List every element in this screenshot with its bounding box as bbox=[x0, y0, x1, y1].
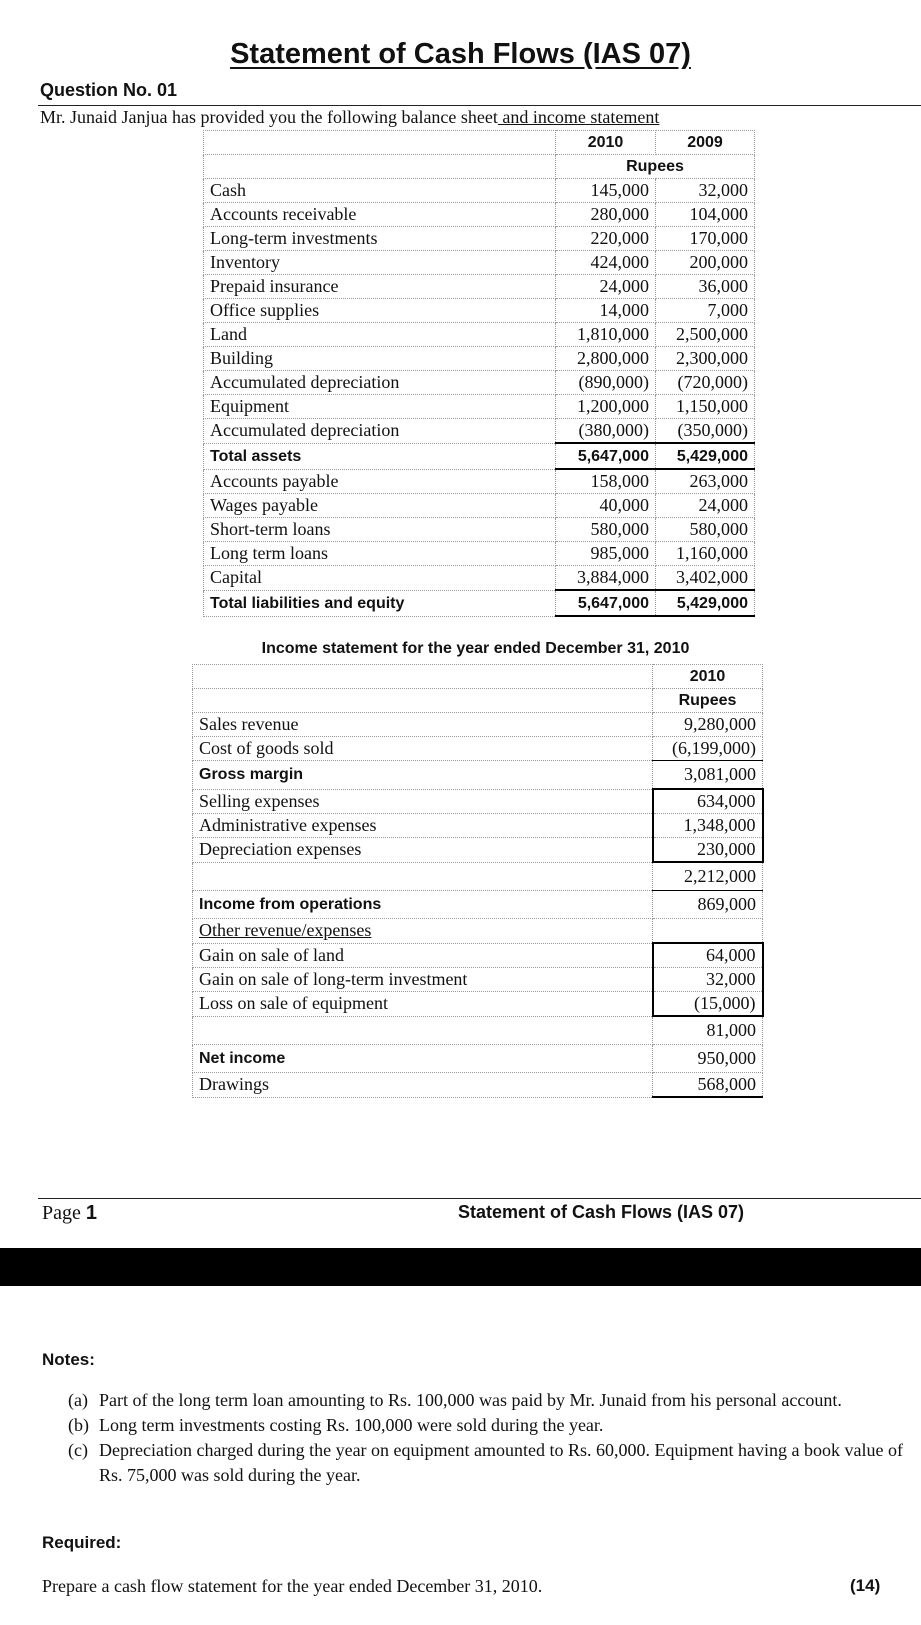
row-label: Gross margin bbox=[193, 761, 653, 790]
row-value: 64,000 bbox=[653, 943, 763, 968]
table-row bbox=[204, 419, 755, 444]
value-2010: 280,000 bbox=[556, 203, 656, 227]
value-2009: 24,000 bbox=[656, 494, 755, 518]
note-text: Depreciation charged during the year on equipment amounted to Rs. 60,000. Equipment having a book value of Rs. 75,000 was sold during the year. bbox=[99, 1440, 903, 1485]
page-break-bar bbox=[0, 1248, 921, 1286]
table-row bbox=[193, 1016, 763, 1045]
row-label: Short-term loans bbox=[204, 518, 556, 542]
table-row bbox=[204, 371, 755, 395]
question-number: Question No. 01 bbox=[40, 80, 178, 100]
value-2009: 170,000 bbox=[656, 227, 755, 251]
table-row bbox=[193, 761, 763, 790]
value-2009: 32,000 bbox=[656, 179, 755, 203]
row-label: Drawings bbox=[193, 1073, 653, 1098]
table-row bbox=[204, 275, 755, 299]
table-row bbox=[204, 227, 755, 251]
table-row bbox=[204, 566, 755, 591]
table-row bbox=[204, 469, 755, 494]
row-label: Gain on sale of long-term investment bbox=[193, 968, 653, 992]
value-2009: 580,000 bbox=[656, 518, 755, 542]
row-label: Depreciation expenses bbox=[193, 838, 653, 863]
table-row bbox=[204, 590, 755, 616]
notes-list bbox=[68, 1388, 908, 1488]
row-value: 950,000 bbox=[653, 1045, 763, 1073]
row-label: Gain on sale of land bbox=[193, 943, 653, 968]
row-label: Office supplies bbox=[204, 299, 556, 323]
intro-text-part1: Mr. Junaid Janjua has provided you the following balance sheet bbox=[40, 107, 498, 127]
page-number: 1 bbox=[85, 1202, 98, 1224]
note-text: Part of the long term loan amounting to Rs. 100,000 was paid by Mr. Junaid from his personal account. bbox=[99, 1390, 842, 1410]
unit-label: Rupees bbox=[653, 689, 763, 713]
value-2009: 3,402,000 bbox=[656, 566, 755, 591]
value-2009: 104,000 bbox=[656, 203, 755, 227]
row-value: 2,212,000 bbox=[653, 862, 763, 891]
table-row bbox=[204, 395, 755, 419]
row-label: Wages payable bbox=[204, 494, 556, 518]
row-value: 634,000 bbox=[653, 789, 763, 814]
row-value bbox=[653, 919, 763, 944]
income-statement-table bbox=[192, 664, 764, 1098]
value-2009: 7,000 bbox=[656, 299, 755, 323]
year-header: 2010 bbox=[653, 665, 763, 689]
row-label: Cash bbox=[204, 179, 556, 203]
table-row bbox=[193, 1073, 763, 1098]
income-statement-title: Income statement for the year ended December 31, 2010 bbox=[261, 640, 690, 657]
row-label: Administrative expenses bbox=[193, 814, 653, 838]
table-row bbox=[193, 943, 763, 968]
table-row bbox=[204, 347, 755, 371]
note-marker: (a) bbox=[68, 1390, 88, 1410]
row-label: Accounts payable bbox=[204, 469, 556, 494]
table-row bbox=[193, 789, 763, 814]
table-row bbox=[204, 179, 755, 203]
intro-text-part2: and income statement bbox=[497, 107, 660, 127]
blank-cell bbox=[204, 131, 556, 155]
table-row bbox=[204, 299, 755, 323]
value-2010: 158,000 bbox=[556, 469, 656, 494]
row-value: (15,000) bbox=[653, 992, 763, 1017]
value-2010: 985,000 bbox=[556, 542, 656, 566]
table-row bbox=[193, 968, 763, 992]
value-2009: 2,300,000 bbox=[656, 347, 755, 371]
balance-sheet-table bbox=[203, 130, 755, 617]
value-2009: (350,000) bbox=[656, 419, 755, 444]
table-row bbox=[204, 323, 755, 347]
row-value: 32,000 bbox=[653, 968, 763, 992]
note-text: Long term investments costing Rs. 100,000 were sold during the year. bbox=[99, 1415, 604, 1435]
value-2010: (380,000) bbox=[556, 419, 656, 444]
value-2009: 200,000 bbox=[656, 251, 755, 275]
value-2010: 14,000 bbox=[556, 299, 656, 323]
value-2010: 580,000 bbox=[556, 518, 656, 542]
row-value: (6,199,000) bbox=[653, 737, 763, 761]
table-row bbox=[204, 443, 755, 469]
col-2010-header: 2010 bbox=[556, 131, 656, 155]
value-2010: 40,000 bbox=[556, 494, 656, 518]
value-2010: 1,200,000 bbox=[556, 395, 656, 419]
row-label: Long term loans bbox=[204, 542, 556, 566]
value-2010: 220,000 bbox=[556, 227, 656, 251]
row-label: Other revenue/expenses bbox=[193, 919, 653, 944]
value-2010: 3,884,000 bbox=[556, 566, 656, 591]
value-2010: 5,647,000 bbox=[556, 590, 656, 616]
value-2009: 36,000 bbox=[656, 275, 755, 299]
required-heading: Required: bbox=[42, 1533, 122, 1552]
balance-sheet-header-row bbox=[204, 131, 755, 155]
value-2009: 1,160,000 bbox=[656, 542, 755, 566]
note-marker: (b) bbox=[68, 1415, 89, 1435]
page-label bbox=[42, 1202, 97, 1225]
value-2009: 5,429,000 bbox=[656, 590, 755, 616]
table-row bbox=[193, 737, 763, 761]
value-2009: 2,500,000 bbox=[656, 323, 755, 347]
value-2010: (890,000) bbox=[556, 371, 656, 395]
row-label: Accounts receivable bbox=[204, 203, 556, 227]
table-row bbox=[193, 814, 763, 838]
row-label bbox=[193, 1016, 653, 1045]
row-value: 3,081,000 bbox=[653, 761, 763, 790]
col-2009-header: 2009 bbox=[656, 131, 755, 155]
blank-cell bbox=[204, 155, 556, 179]
row-value: 9,280,000 bbox=[653, 713, 763, 737]
blank-cell bbox=[193, 665, 653, 689]
page-word: Page bbox=[42, 1202, 86, 1224]
row-label: Building bbox=[204, 347, 556, 371]
table-row bbox=[193, 1045, 763, 1073]
value-2009: 1,150,000 bbox=[656, 395, 755, 419]
table-row bbox=[193, 713, 763, 737]
divider bbox=[38, 105, 921, 106]
row-label: Sales revenue bbox=[193, 713, 653, 737]
value-2010: 24,000 bbox=[556, 275, 656, 299]
row-label: Equipment bbox=[204, 395, 556, 419]
row-value: 869,000 bbox=[653, 891, 763, 919]
row-label: Income from operations bbox=[193, 891, 653, 919]
value-2010: 1,810,000 bbox=[556, 323, 656, 347]
row-label: Prepaid insurance bbox=[204, 275, 556, 299]
table-row bbox=[193, 862, 763, 891]
balance-sheet-unit-row bbox=[204, 155, 755, 179]
note-item bbox=[68, 1413, 908, 1438]
value-2009: 5,429,000 bbox=[656, 443, 755, 469]
table-row bbox=[193, 919, 763, 944]
notes-heading: Notes: bbox=[42, 1350, 95, 1369]
value-2010: 2,800,000 bbox=[556, 347, 656, 371]
table-row bbox=[193, 992, 763, 1017]
row-label: Accumulated depreciation bbox=[204, 419, 556, 444]
value-2009: (720,000) bbox=[656, 371, 755, 395]
row-label bbox=[193, 862, 653, 891]
blank-cell bbox=[193, 689, 653, 713]
row-label: Total liabilities and equity bbox=[204, 590, 556, 616]
row-label: Selling expenses bbox=[193, 789, 653, 814]
row-label: Capital bbox=[204, 566, 556, 591]
note-item bbox=[68, 1388, 908, 1413]
marks-label: (14) bbox=[850, 1576, 881, 1595]
unit-label: Rupees bbox=[556, 155, 755, 179]
row-value: 568,000 bbox=[653, 1073, 763, 1098]
row-label: Inventory bbox=[204, 251, 556, 275]
table-row bbox=[204, 251, 755, 275]
value-2010: 145,000 bbox=[556, 179, 656, 203]
row-label: Land bbox=[204, 323, 556, 347]
row-label: Total assets bbox=[204, 443, 556, 469]
note-marker: (c) bbox=[68, 1440, 88, 1460]
row-label: Accumulated depreciation bbox=[204, 371, 556, 395]
row-label: Cost of goods sold bbox=[193, 737, 653, 761]
required-text: Prepare a cash flow statement for the year ended December 31, 2010. bbox=[42, 1576, 543, 1596]
row-value: 230,000 bbox=[653, 838, 763, 863]
footer-divider bbox=[38, 1198, 921, 1199]
note-item bbox=[68, 1438, 908, 1488]
table-row bbox=[193, 891, 763, 919]
value-2009: 263,000 bbox=[656, 469, 755, 494]
value-2010: 424,000 bbox=[556, 251, 656, 275]
table-row bbox=[204, 518, 755, 542]
row-value: 1,348,000 bbox=[653, 814, 763, 838]
value-2010: 5,647,000 bbox=[556, 443, 656, 469]
table-row bbox=[204, 203, 755, 227]
row-label: Long-term investments bbox=[204, 227, 556, 251]
table-row bbox=[204, 494, 755, 518]
footer-title: Statement of Cash Flows (IAS 07) bbox=[458, 1202, 745, 1222]
page-title: Statement of Cash Flows (IAS 07) bbox=[230, 38, 691, 70]
table-row bbox=[204, 542, 755, 566]
row-label: Loss on sale of equipment bbox=[193, 992, 653, 1017]
intro-text bbox=[40, 107, 659, 127]
income-statement-header-row bbox=[193, 665, 763, 689]
income-statement-unit-row bbox=[193, 689, 763, 713]
table-row bbox=[193, 838, 763, 863]
row-value: 81,000 bbox=[653, 1016, 763, 1045]
row-label: Net income bbox=[193, 1045, 653, 1073]
